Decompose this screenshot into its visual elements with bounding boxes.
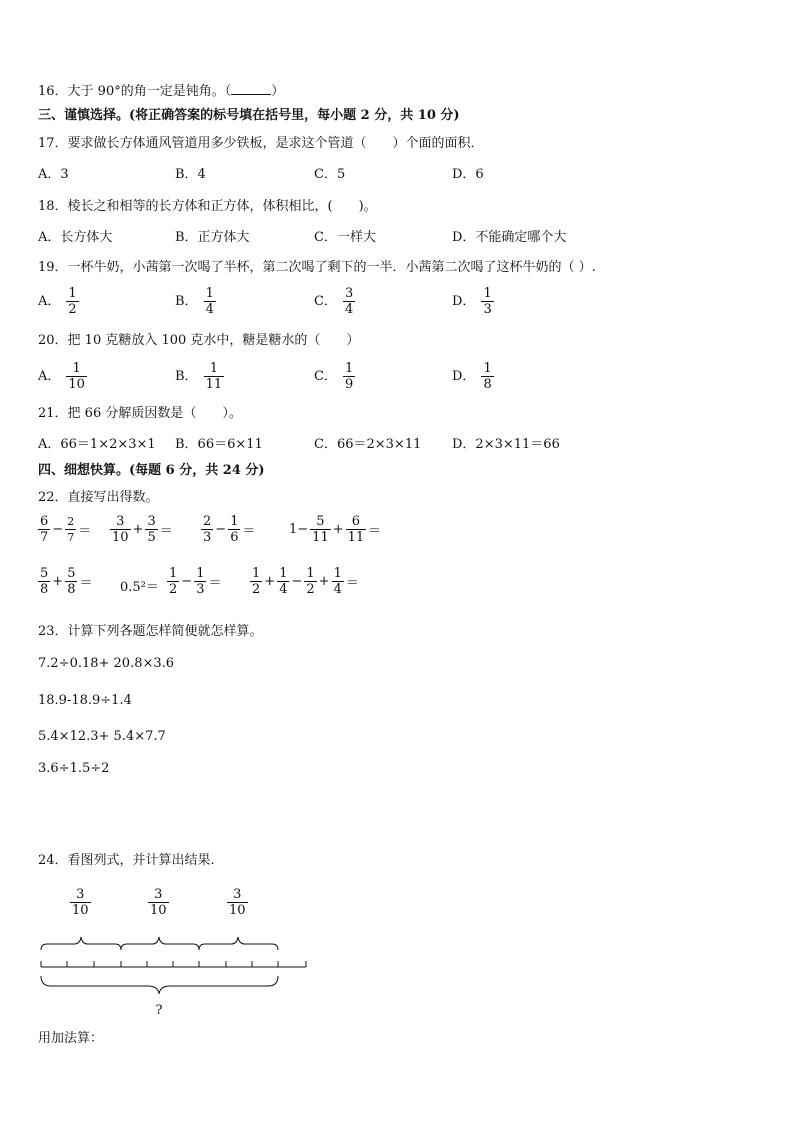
question-21-stem: 21．把 66 分解质因数是（ ）。 (38, 406, 242, 421)
q20-option-b[interactable]: B． $\frac{1}{11}$ (175, 361, 223, 392)
q17-option-b[interactable]: B．4 (175, 167, 206, 182)
q18-option-a[interactable]: A．长方体大 (38, 230, 113, 245)
fraction: $\frac{1}{8}$ (483, 361, 492, 392)
q19-option-d[interactable]: D． $\frac{1}{3}$ (452, 286, 492, 317)
calc-expression: 1− $\frac{5}{11}$ + $\frac{6}{11}$ ＝ (289, 514, 382, 545)
question-22-stem: 22．直接写出得数。 (38, 490, 159, 505)
question-19-stem: 19．一杯牛奶，小茜第一次喝了半杯，第二次喝了剩下的一半．小茜第二次喝了这杯牛奶的（ ）. (38, 260, 596, 275)
calc-expression: $\frac{5}{8}$ + $\frac{5}{8}$ ＝ (40, 566, 93, 597)
q19-option-a[interactable]: A． $\frac{1}{2}$ (38, 286, 77, 317)
calc-expression: $\frac{6}{7}$ − $\frac{2}{7}$ ＝ (40, 514, 92, 545)
calc-expression: $\frac{3}{10}$ + $\frac{3}{5}$ ＝ (112, 514, 173, 545)
q18-option-b[interactable]: B．正方体大 (175, 230, 250, 245)
calc-item: 7.2÷0.18+ 20.8×3.6 (38, 656, 175, 671)
question-24-stem: 24．看图列式，并计算出结果. (38, 853, 215, 868)
segment-fraction-label: $\frac{3}{10}$ (150, 887, 167, 918)
segment-fraction-label: $\frac{3}{10}$ (229, 887, 246, 918)
q17-option-a[interactable]: A．3 (38, 167, 69, 182)
section-3-title: 三、谨慎选择。(将正确答案的标号填在括号里，每小题 2 分，共 10 分) (38, 108, 460, 123)
fraction: $\frac{1}{4}$ (205, 286, 214, 317)
top-brace (199, 937, 278, 950)
q20-option-a[interactable]: A． $\frac{1}{10}$ (38, 361, 85, 392)
q21-option-c[interactable]: C．66＝2×3×11 (314, 437, 422, 452)
q20-option-c[interactable]: C． $\frac{1}{9}$ (314, 361, 354, 392)
fraction: $\frac{1}{2}$ (68, 286, 77, 317)
fraction: $\frac{3}{4}$ (344, 286, 354, 317)
q19-option-c[interactable]: C． $\frac{3}{4}$ (314, 286, 354, 317)
bottom-brace (41, 976, 278, 994)
calc-item: 5.4×12.3+ 5.4×7.7 (38, 729, 166, 744)
top-brace (41, 937, 121, 950)
number-line-diagram (30, 928, 320, 1023)
fraction: $\frac{1}{3}$ (483, 286, 492, 317)
fraction: $\frac{1}{10}$ (68, 361, 85, 392)
calc-expression: $\frac{2}{3}$ − $\frac{1}{6}$ ＝ (203, 514, 256, 545)
q17-option-d[interactable]: D．6 (452, 167, 484, 182)
q17-option-c[interactable]: C．5 (314, 167, 346, 182)
answer-blank[interactable] (231, 82, 271, 95)
question-18-stem: 18．棱长之和相等的长方体和正方体，体积相比，( )。 (38, 199, 377, 214)
calc-item: 3.6÷1.5÷2 (38, 761, 110, 776)
question-16: 16．大于 90°的角一定是钝角。（ ） (38, 84, 285, 99)
question-mark: ? (155, 1003, 163, 1018)
q21-option-a[interactable]: A．66＝1×2×3×1 (38, 437, 156, 452)
top-brace (121, 937, 199, 950)
q21-option-b[interactable]: B．66＝6×11 (175, 437, 263, 452)
q20-option-d[interactable]: D． $\frac{1}{8}$ (452, 361, 492, 392)
question-17-stem: 17．要求做长方体通风管道用多少铁板，是求这个管道（ ）个面的面积． (38, 136, 484, 151)
q18-option-c[interactable]: C．一样大 (314, 230, 376, 245)
section-4-title: 四、细想快算。(每题 6 分，共 24 分) (38, 463, 265, 478)
answer-label: 用加法算： (38, 1031, 104, 1046)
fraction: $\frac{1}{11}$ (205, 361, 223, 392)
tick-marks (41, 961, 306, 967)
calc-expression: $\frac{1}{2}$ + $\frac{1}{4}$ − $\frac{1}{2}$ + $\frac{1}{4}$ ＝ (252, 566, 359, 597)
question-20-stem: 20．把 10 克糖放入 100 克水中，糖是糖水的（ ） (38, 333, 360, 348)
calc-item: 18.9-18.9÷1.4 (38, 693, 132, 708)
q19-option-b[interactable]: B． $\frac{1}{4}$ (175, 286, 214, 317)
q21-option-d[interactable]: D．2×3×11＝66 (452, 437, 560, 452)
q18-option-d[interactable]: D．不能确定哪个大 (452, 230, 567, 245)
calc-expression: 0.5²＝ (120, 580, 159, 595)
segment-fraction-label: $\frac{3}{10}$ (72, 887, 89, 918)
fraction: $\frac{1}{9}$ (344, 361, 354, 392)
question-23-stem: 23．计算下列各题怎样简便就怎样算。 (38, 624, 263, 639)
calc-expression: $\frac{1}{2}$ − $\frac{1}{3}$ ＝ (169, 566, 222, 597)
